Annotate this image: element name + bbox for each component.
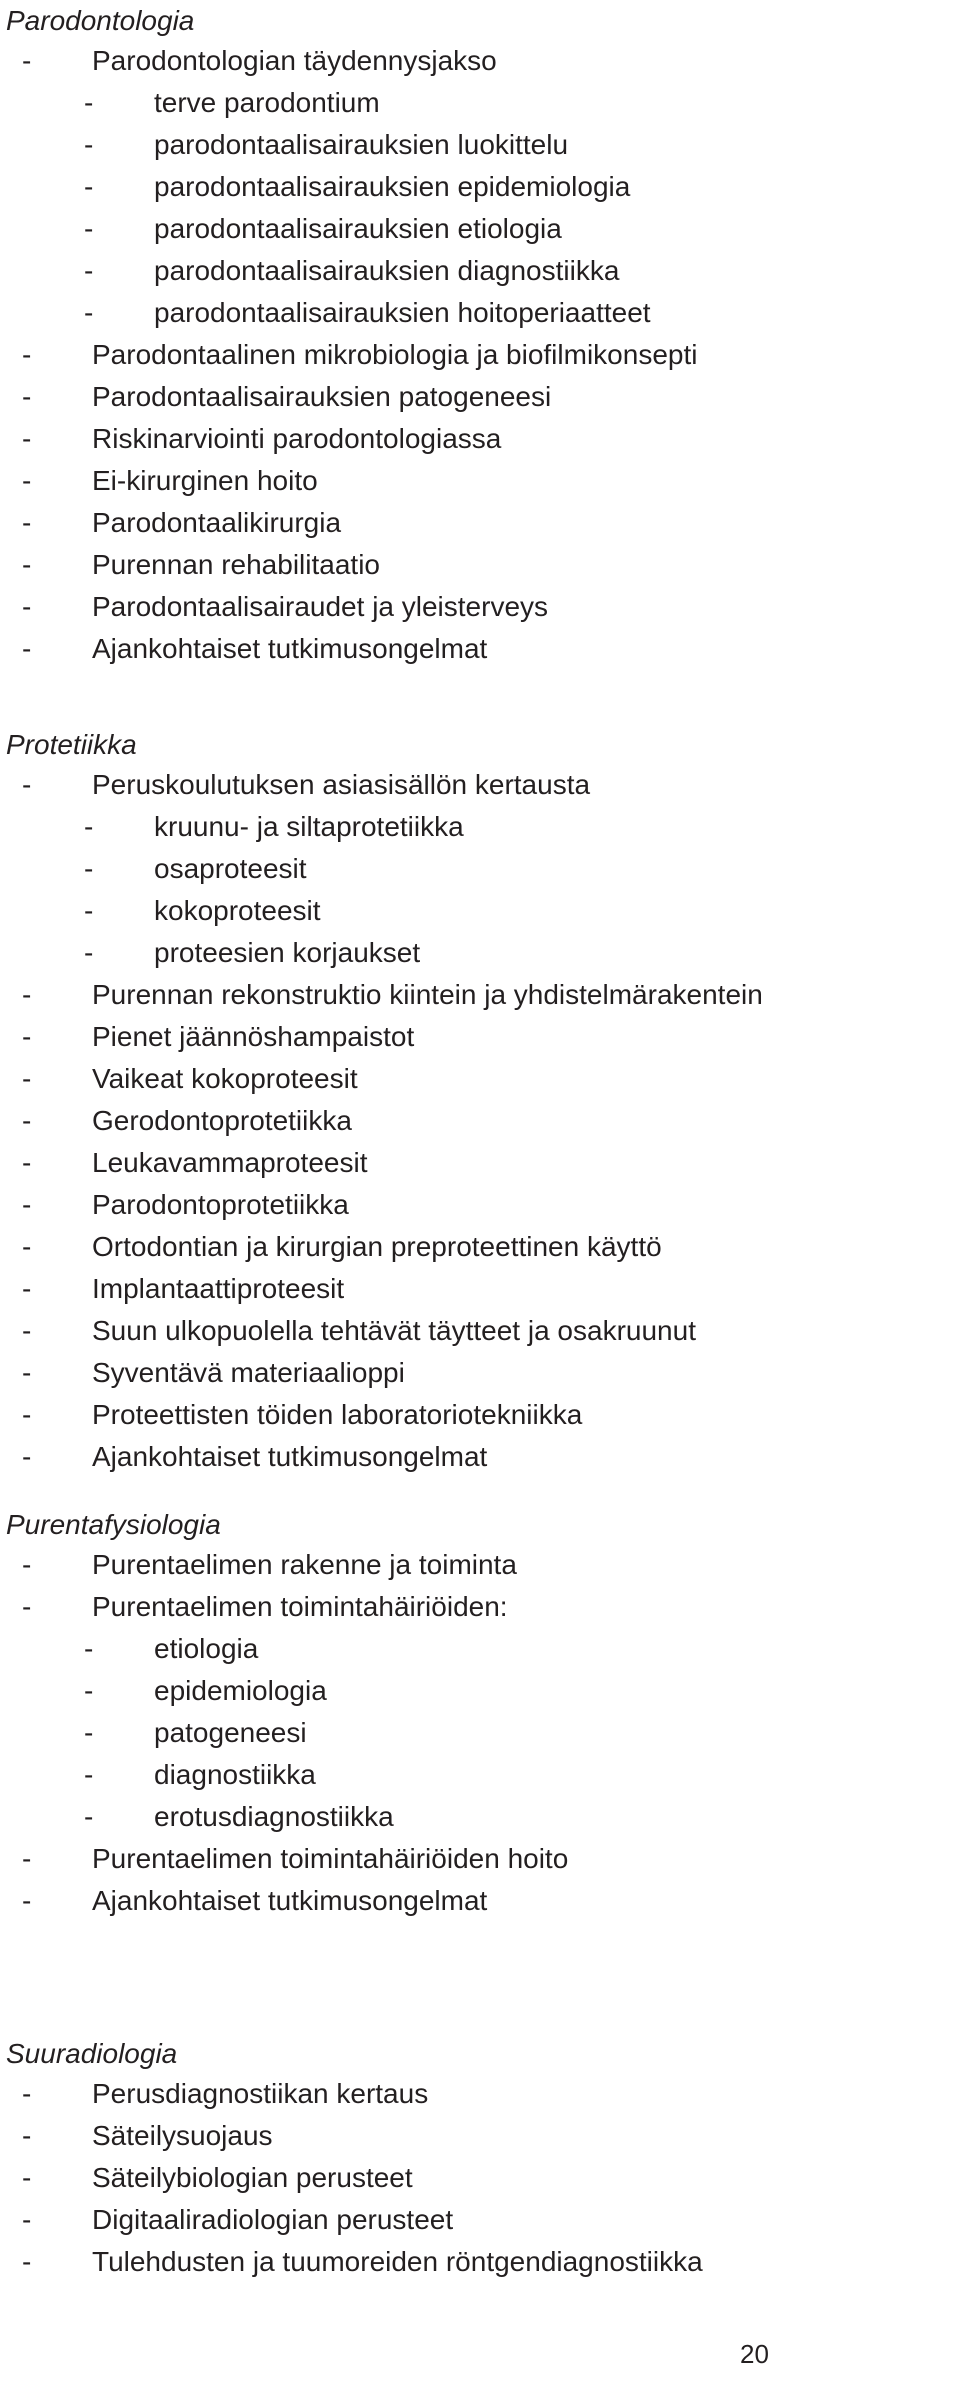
list-item-text: Proteettisten töiden laboratoriotekniikka <box>92 1399 583 1430</box>
list-item-text: Peruskoulutuksen asiasisällön kertausta <box>92 769 591 800</box>
dash-bullet: - <box>22 1231 32 1262</box>
dash-bullet: - <box>22 1399 32 1430</box>
list-item-text: Vaikeat kokoproteesit <box>92 1063 358 1094</box>
section-heading: Parodontologia <box>6 5 195 36</box>
section-heading: Suuradiologia <box>6 2038 178 2069</box>
list-item-text: Säteilybiologian perusteet <box>92 2162 413 2193</box>
dash-bullet: - <box>22 45 32 76</box>
dash-bullet: - <box>22 633 32 664</box>
list-item-text: epidemiologia <box>154 1675 327 1706</box>
dash-bullet: - <box>84 87 94 118</box>
dash-bullet: - <box>84 1675 94 1706</box>
list-item-text: Parodontaalikirurgia <box>92 507 342 538</box>
dash-bullet: - <box>22 2204 32 2235</box>
list-item-text: Implantaattiproteesit <box>92 1273 345 1304</box>
list-item-text: Gerodontoprotetiikka <box>92 1105 352 1136</box>
list-item-text: Purennan rehabilitaatio <box>92 549 380 580</box>
dash-bullet: - <box>84 853 94 884</box>
list-item-text: Parodontaalisairaudet ja yleisterveys <box>92 591 549 622</box>
dash-bullet: - <box>22 465 32 496</box>
list-item-text: Ajankohtaiset tutkimusongelmat <box>92 1885 488 1916</box>
dash-bullet: - <box>22 1021 32 1052</box>
dash-bullet: - <box>22 769 32 800</box>
list-item-text: Ortodontian ja kirurgian preproteettinen käyttö <box>92 1231 662 1262</box>
list-item-text: Pienet jäännöshampaistot <box>92 1021 415 1052</box>
dash-bullet: - <box>84 811 94 842</box>
dash-bullet: - <box>22 549 32 580</box>
list-item-text: Parodontaalisairauksien patogeneesi <box>92 381 552 412</box>
list-item-text: Suun ulkopuolella tehtävät täytteet ja osakruunut <box>92 1315 696 1346</box>
list-item-text: etiologia <box>154 1633 259 1664</box>
list-item-text: parodontaalisairauksien epidemiologia <box>154 171 631 202</box>
dash-bullet: - <box>84 213 94 244</box>
list-item-text: Purentaelimen toimintahäiriöiden: <box>92 1591 508 1622</box>
dash-bullet: - <box>84 255 94 286</box>
dash-bullet: - <box>22 1441 32 1472</box>
list-item-text: erotusdiagnostiikka <box>154 1801 394 1832</box>
list-item-text: Purentaelimen rakenne ja toiminta <box>92 1549 517 1580</box>
list-item-text: Leukavammaproteesit <box>92 1147 368 1178</box>
list-item-text: parodontaalisairauksien etiologia <box>154 213 562 244</box>
list-item-text: Ajankohtaiset tutkimusongelmat <box>92 633 488 664</box>
dash-bullet: - <box>84 895 94 926</box>
list-item-text: Parodontaalinen mikrobiologia ja biofilmikonsepti <box>92 339 698 370</box>
list-item-text: kruunu- ja siltaprotetiikka <box>154 811 464 842</box>
list-item-text: Riskinarviointi parodontologiassa <box>92 423 502 454</box>
dash-bullet: - <box>84 297 94 328</box>
list-item-text: Purennan rekonstruktio kiintein ja yhdistelmärakentein <box>92 979 763 1010</box>
dash-bullet: - <box>22 1357 32 1388</box>
list-item-text: terve parodontium <box>154 87 380 118</box>
dash-bullet: - <box>84 129 94 160</box>
dash-bullet: - <box>84 1801 94 1832</box>
dash-bullet: - <box>84 1633 94 1664</box>
list-item-text: Digitaaliradiologian perusteet <box>92 2204 454 2235</box>
list-item-text: Parodontoprotetiikka <box>92 1189 349 1220</box>
list-item-text: Ei-kirurginen hoito <box>92 465 318 496</box>
dash-bullet: - <box>22 339 32 370</box>
section-heading: Purentafysiologia <box>6 1509 221 1540</box>
section-heading: Protetiikka <box>6 729 137 760</box>
list-item-text: Perusdiagnostiikan kertaus <box>92 2078 429 2109</box>
dash-bullet: - <box>22 1315 32 1346</box>
dash-bullet: - <box>22 423 32 454</box>
list-item-text: Purentaelimen toimintahäiriöiden hoito <box>92 1843 569 1874</box>
dash-bullet: - <box>84 1717 94 1748</box>
dash-bullet: - <box>22 979 32 1010</box>
list-item-text: diagnostiikka <box>154 1759 316 1790</box>
list-item-text: parodontaalisairauksien hoitoperiaatteet <box>154 297 651 328</box>
dash-bullet: - <box>84 1759 94 1790</box>
dash-bullet: - <box>22 1885 32 1916</box>
dash-bullet: - <box>22 2078 32 2109</box>
dash-bullet: - <box>22 2162 32 2193</box>
dash-bullet: - <box>84 937 94 968</box>
list-item-text: Tulehdusten ja tuumoreiden röntgendiagnostiikka <box>92 2246 703 2277</box>
list-item-text: Syventävä materiaalioppi <box>92 1357 405 1388</box>
list-item-text: parodontaalisairauksien diagnostiikka <box>154 255 620 286</box>
list-item-text: patogeneesi <box>154 1717 307 1748</box>
dash-bullet: - <box>22 1105 32 1136</box>
dash-bullet: - <box>22 507 32 538</box>
list-item-text: osaproteesit <box>154 853 307 884</box>
list-item-text: Säteilysuojaus <box>92 2120 273 2151</box>
dash-bullet: - <box>22 2120 32 2151</box>
dash-bullet: - <box>22 591 32 622</box>
dash-bullet: - <box>22 1189 32 1220</box>
dash-bullet: - <box>22 2246 32 2277</box>
list-item-text: parodontaalisairauksien luokittelu <box>154 129 569 160</box>
dash-bullet: - <box>22 381 32 412</box>
dash-bullet: - <box>84 171 94 202</box>
dash-bullet: - <box>22 1063 32 1094</box>
list-item-text: Ajankohtaiset tutkimusongelmat <box>92 1441 488 1472</box>
dash-bullet: - <box>22 1843 32 1874</box>
dash-bullet: - <box>22 1147 32 1178</box>
dash-bullet: - <box>22 1549 32 1580</box>
list-item-text: Parodontologian täydennysjakso <box>92 45 497 76</box>
page-number: 20 <box>740 2339 769 2369</box>
dash-bullet: - <box>22 1591 32 1622</box>
list-item-text: proteesien korjaukset <box>154 937 421 968</box>
list-item-text: kokoproteesit <box>154 895 321 926</box>
dash-bullet: - <box>22 1273 32 1304</box>
